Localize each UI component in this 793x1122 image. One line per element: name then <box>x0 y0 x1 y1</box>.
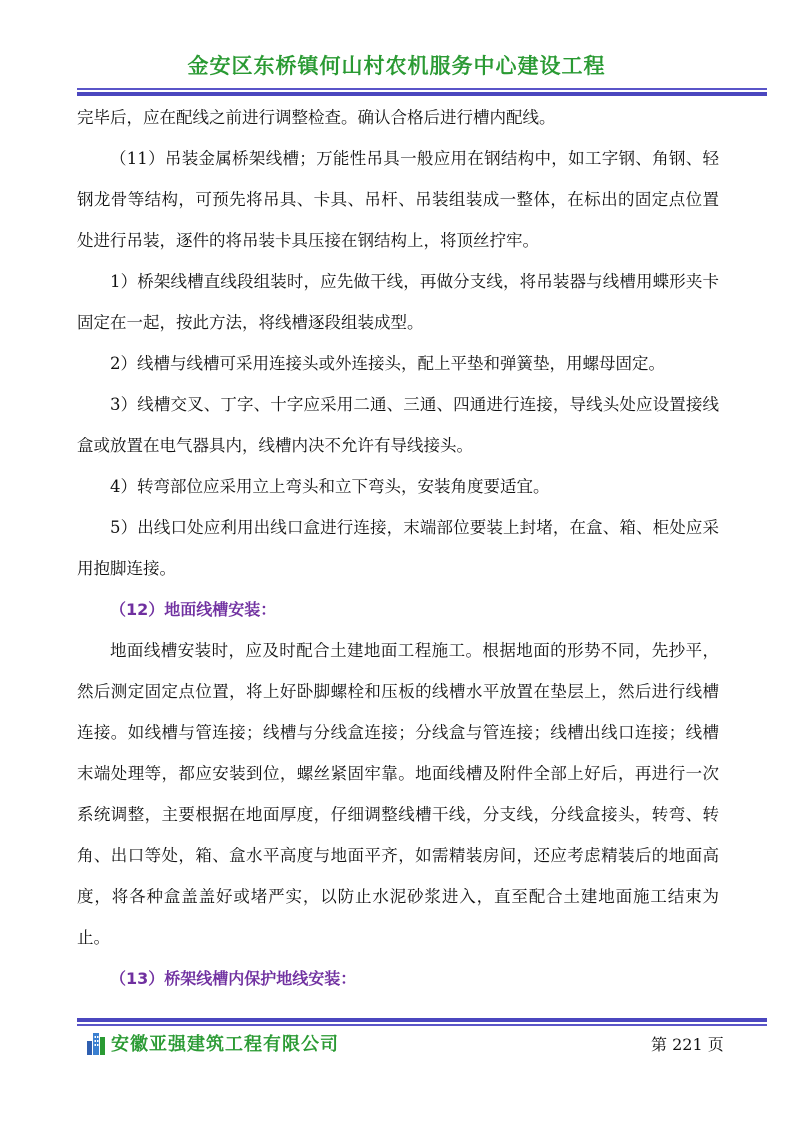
paragraph: 5）出线口处应利用出线口盒进行连接，末端部位要装上封堵，在盒、箱、柜处应采用抱脚连接。 <box>77 518 719 578</box>
section-heading: （13）桥架线槽内保护地线安装： <box>110 969 357 988</box>
page-number: 第 221 页 <box>651 1035 724 1054</box>
footer-rule-thin <box>77 1024 767 1026</box>
paragraph: 3）线槽交叉、丁字、十字应采用二通、三通、四通进行连接，导线头处应设置接线盒或放置在电气器具内，线槽内决不允许有导线接头。 <box>77 395 719 455</box>
footer-rule-thick <box>77 1018 767 1022</box>
page-header-title: 金安区东桥镇何山村农机服务中心建设工程 <box>187 54 606 78</box>
header-rule-thin <box>77 88 767 90</box>
paragraph: 2）线槽与线槽可采用连接头或外连接头，配上平垫和弹簧垫，用螺母固定。 <box>110 354 665 373</box>
paragraph: （11）吊装金属桥架线槽；万能性吊具一般应用在钢结构中，如工字钢、角钢、轻钢龙骨等结构，可预先将吊具、卡具、吊杆、吊装组装成一整体，在标出的固定点位置处进行吊装，逐件的将吊装卡具压接在钢结构上，将顶丝拧牢。 <box>77 149 719 250</box>
header-rule-thick <box>77 92 767 96</box>
footer-company-name: 安徽亚强建筑工程有限公司 <box>111 1034 339 1055</box>
building-logo-icon <box>85 1029 109 1055</box>
paragraph: 地面线槽安装时，应及时配合土建地面工程施工。根据地面的形势不同，先抄平，然后测定固定点位置，将上好卧脚螺栓和压板的线槽水平放置在垫层上，然后进行线槽连接。如线槽与管连接；线槽与分线盒连接；分线盒与管连接；线槽出线口连接；线槽末端处理等，都应安装到位，螺丝紧固牢靠。地面线槽及附件全部上好后，再进行一次系统调整，主要根据在地面厚度，仔细调整线槽干线，分支线，分线盒接头，转弯、转角、出口等处，箱、盒水平高度与地面平齐，如需精装房间，还应考虑精装后的地面高度，将各种盒盖盖好或堵严实，以防止水泥砂浆进入，直至配合土建地面施工结束为止。 <box>77 641 719 947</box>
paragraph: 1）桥架线槽直线段组装时，应先做干线，再做分支线，将吊装器与线槽用蝶形夹卡固定在一起，按此方法，将线槽逐段组装成型。 <box>77 272 719 332</box>
paragraph: 完毕后，应在配线之前进行调整检查。确认合格后进行槽内配线。 <box>77 108 556 127</box>
body-content <box>77 97 719 999</box>
paragraph: 4）转弯部位应采用立上弯头和立下弯头，安装角度要适宜。 <box>110 477 550 496</box>
section-heading: （12）地面线槽安装： <box>110 600 277 619</box>
